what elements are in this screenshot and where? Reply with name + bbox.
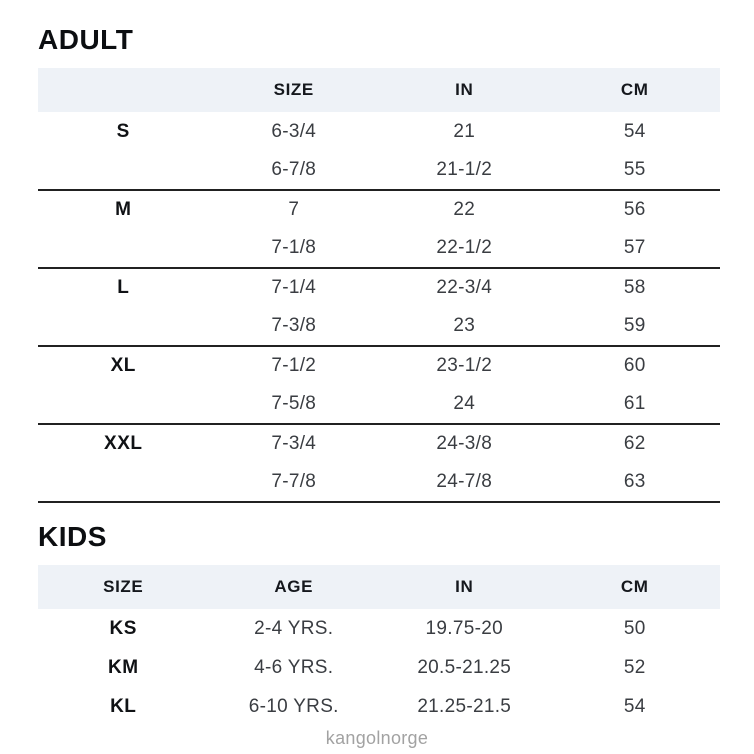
- size-label-cell: S: [116, 120, 130, 142]
- adult-header-row: [38, 68, 720, 112]
- column-header-cm: CM: [550, 565, 721, 609]
- column-header-size: SIZE: [38, 565, 209, 609]
- column-header-spacer: [38, 68, 209, 112]
- size-value-cell: 6-7/8: [271, 159, 317, 180]
- size-label-cell: [38, 307, 209, 346]
- in-value-cell: 20.5-21.25: [417, 656, 512, 678]
- cm-value-cell: 58: [623, 277, 646, 298]
- table-row: [38, 463, 720, 502]
- size-group-m: [38, 190, 720, 268]
- table-row: [38, 424, 720, 463]
- size-label-cell: [38, 463, 209, 502]
- cm-value-cell: 54: [623, 120, 646, 142]
- table-row: [38, 229, 720, 268]
- column-header-size: SIZE: [209, 68, 380, 112]
- table-row: [38, 151, 720, 190]
- size-group-s: [38, 112, 720, 190]
- table-row: [38, 385, 720, 424]
- cm-value-cell: 62: [623, 433, 646, 454]
- kids-section-title: KIDS: [38, 521, 107, 552]
- table-row: [38, 609, 720, 648]
- cm-value-cell: 52: [623, 656, 646, 678]
- in-value-cell: 23-1/2: [436, 355, 493, 376]
- table-row: [38, 112, 720, 151]
- column-header-cm: CM: [550, 68, 721, 112]
- table-row: [38, 190, 720, 229]
- size-value-cell: 6-3/4: [271, 120, 317, 142]
- size-label-cell: L: [117, 277, 130, 298]
- size-label-cell: KL: [110, 695, 137, 717]
- cm-value-cell: 54: [623, 695, 646, 717]
- adult-size-table: [38, 68, 720, 503]
- size-value-cell: 7: [288, 199, 300, 220]
- in-value-cell: 24-7/8: [436, 471, 493, 492]
- size-value-cell: 7-3/8: [271, 315, 317, 336]
- in-value-cell: 21.25-21.5: [417, 695, 512, 717]
- cm-value-cell: 63: [623, 471, 646, 492]
- size-value-cell: 7-7/8: [271, 471, 317, 492]
- age-value-cell: 6-10 YRS.: [248, 695, 339, 717]
- size-label-cell: XL: [110, 355, 136, 376]
- table-row: [38, 687, 720, 726]
- size-label-cell: XXL: [104, 433, 143, 454]
- size-value-cell: 7-1/8: [271, 237, 317, 258]
- cm-value-cell: 57: [623, 237, 646, 258]
- kids-header-row: [38, 565, 720, 609]
- in-value-cell: 19.75-20: [425, 617, 503, 639]
- kids-section: [38, 521, 720, 726]
- size-label-cell: KM: [107, 656, 139, 678]
- column-header-in: IN: [379, 565, 550, 609]
- in-value-cell: 21-1/2: [436, 159, 493, 180]
- in-value-cell: 23: [453, 315, 476, 336]
- size-value-cell: 7-3/4: [271, 433, 317, 454]
- cm-value-cell: 61: [623, 393, 646, 414]
- column-header-age: AGE: [209, 565, 380, 609]
- footer-brand-text: kangolnorge: [325, 728, 429, 748]
- table-row: [38, 307, 720, 346]
- table-row: [38, 648, 720, 687]
- size-group-l: [38, 268, 720, 346]
- cm-value-cell: 56: [623, 199, 646, 220]
- size-label-cell: [38, 229, 209, 268]
- table-row: [38, 346, 720, 385]
- in-value-cell: 24-3/8: [436, 433, 493, 454]
- size-value-cell: 7-5/8: [271, 393, 317, 414]
- adult-section-title: ADULT: [38, 24, 134, 55]
- size-group-xxl: [38, 424, 720, 502]
- size-label-cell: KS: [109, 617, 137, 639]
- age-value-cell: 4-6 YRS.: [254, 656, 334, 678]
- size-group-xl: [38, 346, 720, 424]
- cm-value-cell: 59: [623, 315, 646, 336]
- age-value-cell: 2-4 YRS.: [254, 617, 334, 639]
- table-row: [38, 268, 720, 307]
- in-value-cell: 22-1/2: [436, 237, 493, 258]
- in-value-cell: 22: [453, 199, 476, 220]
- size-label-cell: M: [115, 199, 132, 220]
- in-value-cell: 21: [453, 120, 476, 142]
- cm-value-cell: 50: [623, 617, 646, 639]
- in-value-cell: 22-3/4: [436, 277, 493, 298]
- size-label-cell: [38, 385, 209, 424]
- kids-size-table: [38, 565, 720, 726]
- in-value-cell: 24: [453, 393, 476, 414]
- column-header-in: IN: [379, 68, 550, 112]
- size-value-cell: 7-1/4: [271, 277, 317, 298]
- cm-value-cell: 60: [623, 355, 646, 376]
- size-value-cell: 7-1/2: [271, 355, 317, 376]
- size-label-cell: [38, 151, 209, 190]
- cm-value-cell: 55: [623, 159, 646, 180]
